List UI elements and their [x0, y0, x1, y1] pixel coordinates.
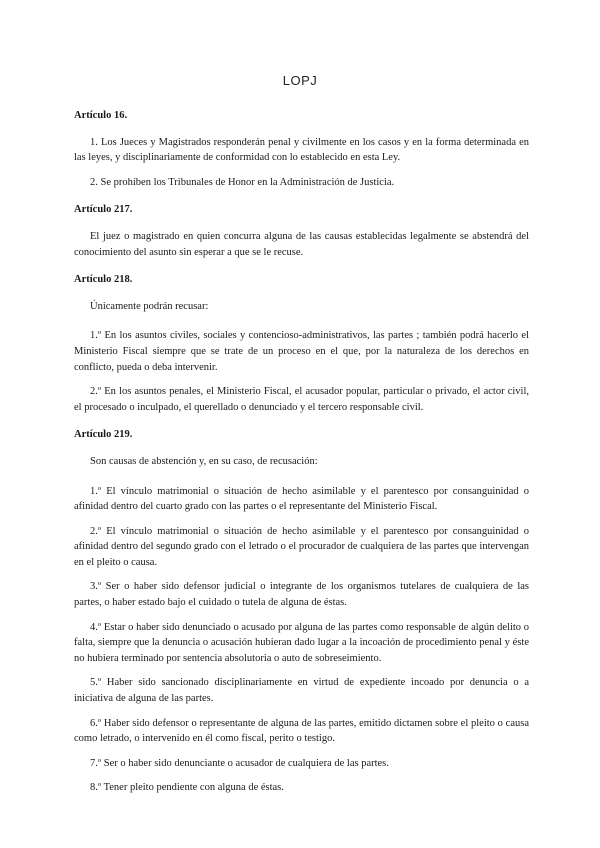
article-paragraph: Únicamente podrán recusar:: [90, 300, 209, 312]
article-paragraph: 1.º El vínculo matrimonial o situación de hecho asimilable y el parentesco por consanguinidad o afinidad dentro del cuarto grado con las partes o el representante del Ministerio Fiscal.: [74, 485, 529, 513]
article-paragraph: 2.º El vínculo matrimonial o situación de hecho asimilable y el parentesco por consanguinidad o afinidad dentro del segundo grado con el letrado o el procurador de cualquiera de las partes que intervengan en el pleito o causa.: [74, 525, 529, 568]
article-heading: Artículo 218.: [74, 274, 133, 286]
article-heading: Artículo 217.: [74, 204, 133, 216]
article-heading: Artículo 219.: [74, 429, 133, 441]
article-heading: Artículo 16.: [74, 110, 128, 121]
article-paragraph: 1.º En los asuntos civiles, sociales y contencioso-administrativos, las partes ; también podrá hacerlo el Ministerio Fiscal siempre que se trate de un proceso en el que, por la naturaleza de los derechos en conflicto, pueda o deba intervenir.: [74, 330, 529, 373]
article-paragraph: 6.º Haber sido defensor o representante de alguna de las partes, emitido dictamen sobre el pleito o causa como letrado, o intervenido en él como fiscal, perito o testigo.: [74, 717, 529, 745]
article-paragraph: 2.º En los asuntos penales, el Ministerio Fiscal, el acusador popular, particular o privado, el actor civil, el procesado o inculpado, el querellado o denunciado y el tercero responsable civil.: [74, 386, 529, 413]
article-218: [74, 272, 529, 415]
article-paragraph: Son causas de abstención y, en su caso, de recusación:: [90, 455, 318, 467]
article-paragraph: El juez o magistrado en quien concurra alguna de las causas establecidas legalmente se abstendrá del conocimiento del asunto sin esperar a que se le recuse.: [74, 230, 529, 258]
article-217: [74, 202, 529, 260]
article-paragraph: 2. Se prohíben los Tribunales de Honor en la Administración de Justicia.: [90, 176, 395, 188]
article-219: [74, 427, 529, 796]
article-paragraph: 8.º Tener pleito pendiente con alguna de éstas.: [90, 782, 284, 794]
article-paragraph: 5.º Haber sido sancionado disciplinariamente en virtud de expediente incoado por denuncia o a iniciativa de alguna de las partes.: [74, 677, 529, 705]
article-16: [74, 108, 529, 190]
article-paragraph: 3.º Ser o haber sido defensor judicial o integrante de los organismos tutelares de cualquiera de las partes, o haber estado bajo el cuidado o tutela de alguna de éstas.: [74, 581, 529, 609]
article-paragraph: 7.º Ser o haber sido denunciante o acusador de cualquiera de las partes.: [90, 757, 389, 769]
document-body: [74, 108, 529, 808]
article-paragraph: 1. Los Jueces y Magistrados responderán penal y civilmente en los casos y en la forma determinada en las leyes, y disciplinariamente de conformidad con lo establecido en esta Ley.: [74, 136, 529, 164]
article-paragraph: 4.º Estar o haber sido denunciado o acusado por alguna de las partes como responsable de algún delito o falta, siempre que la denuncia o acusación hubieran dado lugar a la incoación de procedimiento penal y éste no hubiera terminado por sentencia absolutoria o auto de sobreseimiento.: [74, 621, 529, 664]
document-title: LOPJ: [282, 73, 318, 88]
